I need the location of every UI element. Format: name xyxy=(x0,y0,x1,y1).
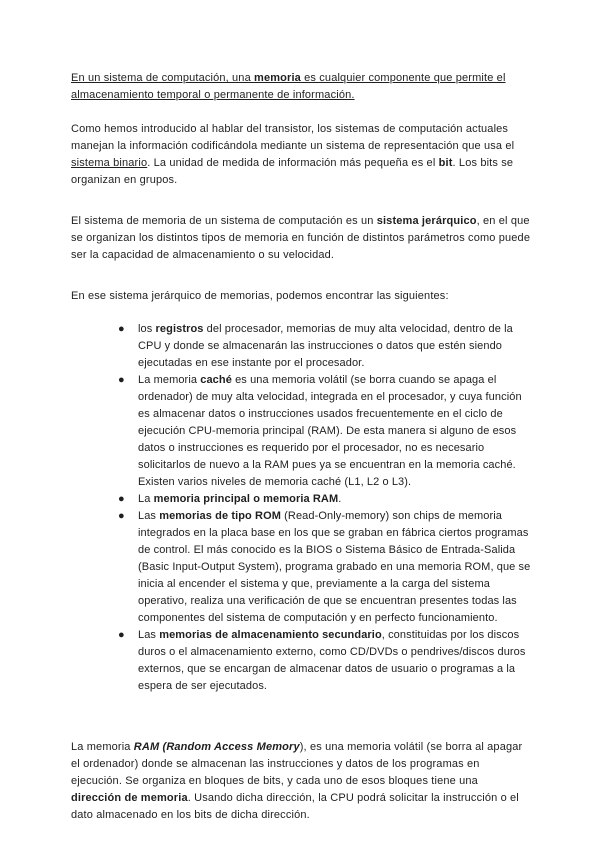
memory-types-list xyxy=(118,321,531,695)
bullet-icon: ● xyxy=(118,493,125,505)
bullet-icon: ● xyxy=(118,629,125,641)
list-item-secundario: ● Las memorias de almacenamiento secundario, constituidas por los discos duros o el almacenamiento externo, como CD/DVDs o pendrives/discos duros externos, que se encargan de almacenar datos de usuario o programas a la espera de ser ejecutados. xyxy=(118,629,526,692)
bullet-icon: ● xyxy=(118,374,125,386)
bullet-icon: ● xyxy=(118,323,125,335)
binary-paragraph: Como hemos introducido al hablar del transistor, los sistemas de computación actuales manejan la información codificándola mediante un sistema de representación que usa el sistema binario. La unidad de medida de información más pequeña es el bit. Los bits se organizan en grupos. xyxy=(71,123,515,186)
list-intro-paragraph: En ese sistema jerárquico de memorias, podemos encontrar las siguientes: xyxy=(71,290,449,302)
list-item-ram: ● La memoria principal o memoria RAM. xyxy=(118,491,531,508)
hierarchy-paragraph: El sistema de memoria de un sistema de computación es un sistema jerárquico, en el que se organizan los distintos tipos de memoria en función de distintos parámetros como puede ser la capacidad de almacenamiento o su velocidad. xyxy=(71,215,531,261)
document-body xyxy=(71,70,531,824)
list-item-rom: ● Las memorias de tipo ROM (Read-Only-memory) son chips de memoria integrados en la placa base en los que se graban en fábrica ciertos programas de control. El más conocido es la BIOS o Sistema Básico de Entrada-Salida (Basic Input-Output System), programa grabado en una memoria ROM, que se inicia al encender el sistema y que, previamente a la carga del sistema operativo, realiza una verificación de que se encuentran presentes todas las componentes del sistema de computación y en perfecto funcionamiento. xyxy=(118,510,531,624)
sistema-binario-link[interactable]: sistema binario xyxy=(71,157,148,169)
intro-paragraph: En un sistema de computación, una memoria es cualquier componente que permite el almacenamiento temporal o permanente de información. xyxy=(71,72,506,101)
list-item-registros: ● los registros del procesador, memorias de muy alta velocidad, dentro de la CPU y donde se almacenarán las instrucciones o datos que estén siendo ejecutadas en ese instante por el procesador. xyxy=(118,323,513,369)
list-item-cache: ● La memoria caché es una memoria volátil (se borra cuando se apaga el ordenador) de muy alta velocidad, integrada en el procesador, y cuya función es almacenar datos o instrucciones usados frecuentemente en el ciclo de ejecución CPU-memoria principal (RAM). De esta manera si alguno de esos datos o instrucciones es requerido por el procesador, no es necesario solicitarlos de nuevo a la RAM pues ya se encuentran en la memoria caché. Existen varios niveles de memoria caché (L1, L2 o L3). xyxy=(118,374,522,488)
ram-paragraph: La memoria RAM (Random Access Memory), es una memoria volátil (se borra al apagar el ordenador) donde se almacenan las instrucciones y datos de los programas en ejecución. Se organiza en bloques de bits, y cada uno de esos bloques tiene una dirección de memoria. Usando dicha dirección, la CPU podrá solicitar la instrucción o el dato almacenado en los bits de dicha dirección. xyxy=(71,741,523,821)
bullet-icon: ● xyxy=(118,510,125,522)
